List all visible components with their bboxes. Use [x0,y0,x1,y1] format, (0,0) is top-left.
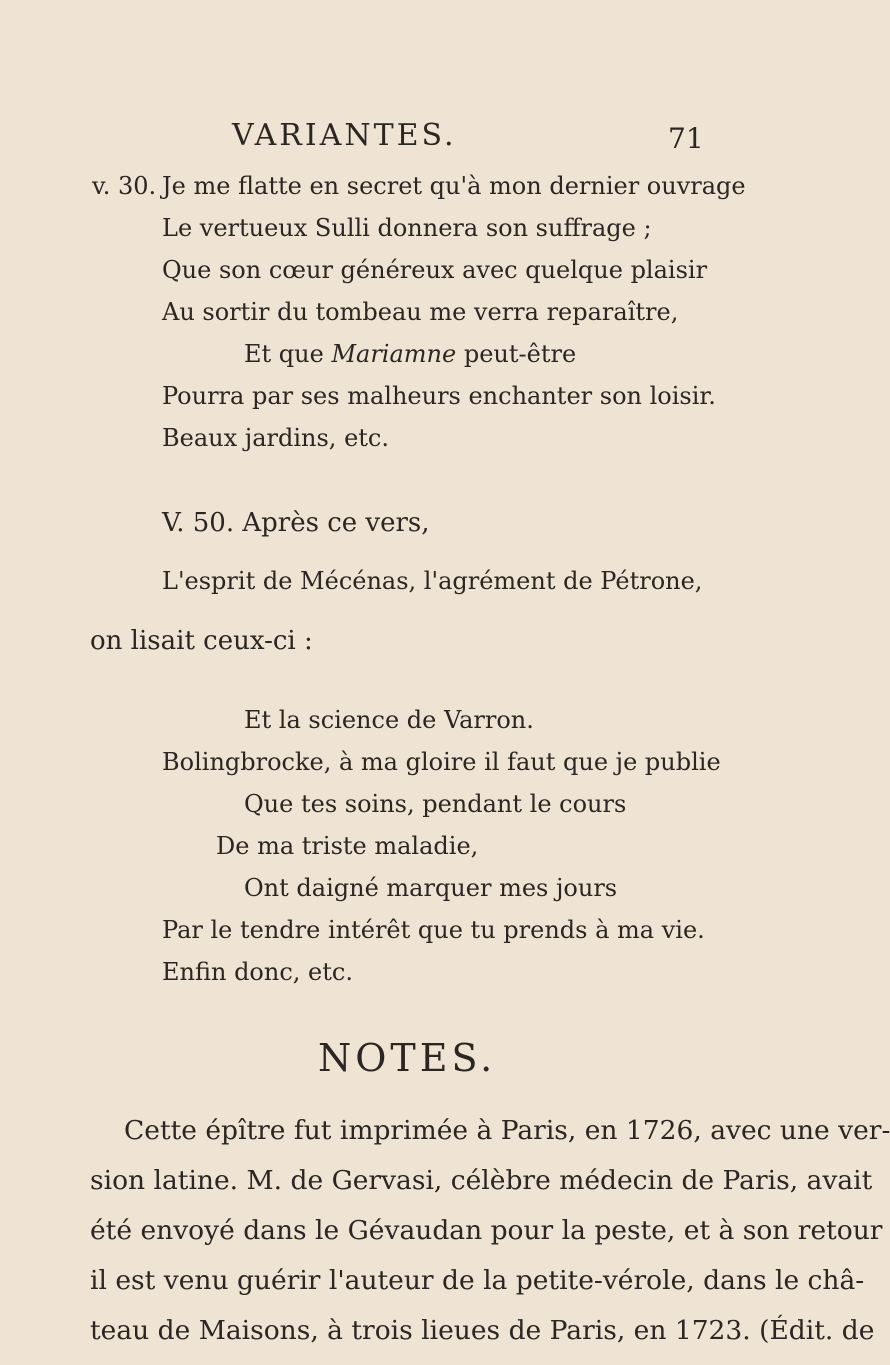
verse-line: Pourra par ses malheurs enchanter son loisir. [162,382,716,410]
play-title: Mariamne [331,340,457,368]
variant-label: v. 30. [92,172,157,200]
prose-line: Cette épître fut imprimée à Paris, en 1726, avec une ver- [124,1115,890,1146]
verse-line: Que tes soins, pendant le cours [244,790,627,818]
prose-line: été envoyé dans le Gévaudan pour la peste, et à son retour [90,1215,883,1246]
verse-line: Au sortir du tombeau me verra reparaître, [162,298,679,326]
prose-line: sion latine. M. de Gervasi, célèbre médecin de Paris, avait [90,1165,873,1196]
intro-text: on lisait ceux-ci : [90,626,313,656]
page-number: 71 [668,122,704,155]
verse-line: Le vertueux Sulli donnera son suffrage ; [162,214,652,242]
verse-line: Et la science de Varron. [244,706,534,734]
verse-line: Ont daigné marquer mes jours [244,874,618,902]
verse-line: Bolingbrocke, à ma gloire il faut que je publie [162,748,721,776]
verse-line: Par le tendre intérêt que tu prends à ma vie. [162,916,705,944]
variant-heading: V. 50. Après ce vers, [162,508,430,538]
verse-line: De ma triste maladie, [216,832,479,860]
quoted-line: L'esprit de Mécénas, l'agrément de Pétrone, [162,567,703,595]
prose-line: il est venu guérir l'auteur de la petite-vérole, dans le châ- [90,1265,865,1296]
verse-line: Enfin donc, etc. [162,958,353,986]
running-header: VARIANTES. [232,118,457,153]
verse-line: Beaux jardins, etc. [162,424,389,452]
verse-line: Je me flatte en secret qu'à mon dernier ouvrage [162,172,746,200]
notes-title: NOTES. [318,1036,497,1080]
prose-line: teau de Maisons, à trois lieues de Paris, en 1723. (Édit. de [90,1315,875,1346]
verse-line: Que son cœur généreux avec quelque plaisir [162,256,708,284]
verse-line: Et que Mariamne peut-être [244,340,577,368]
